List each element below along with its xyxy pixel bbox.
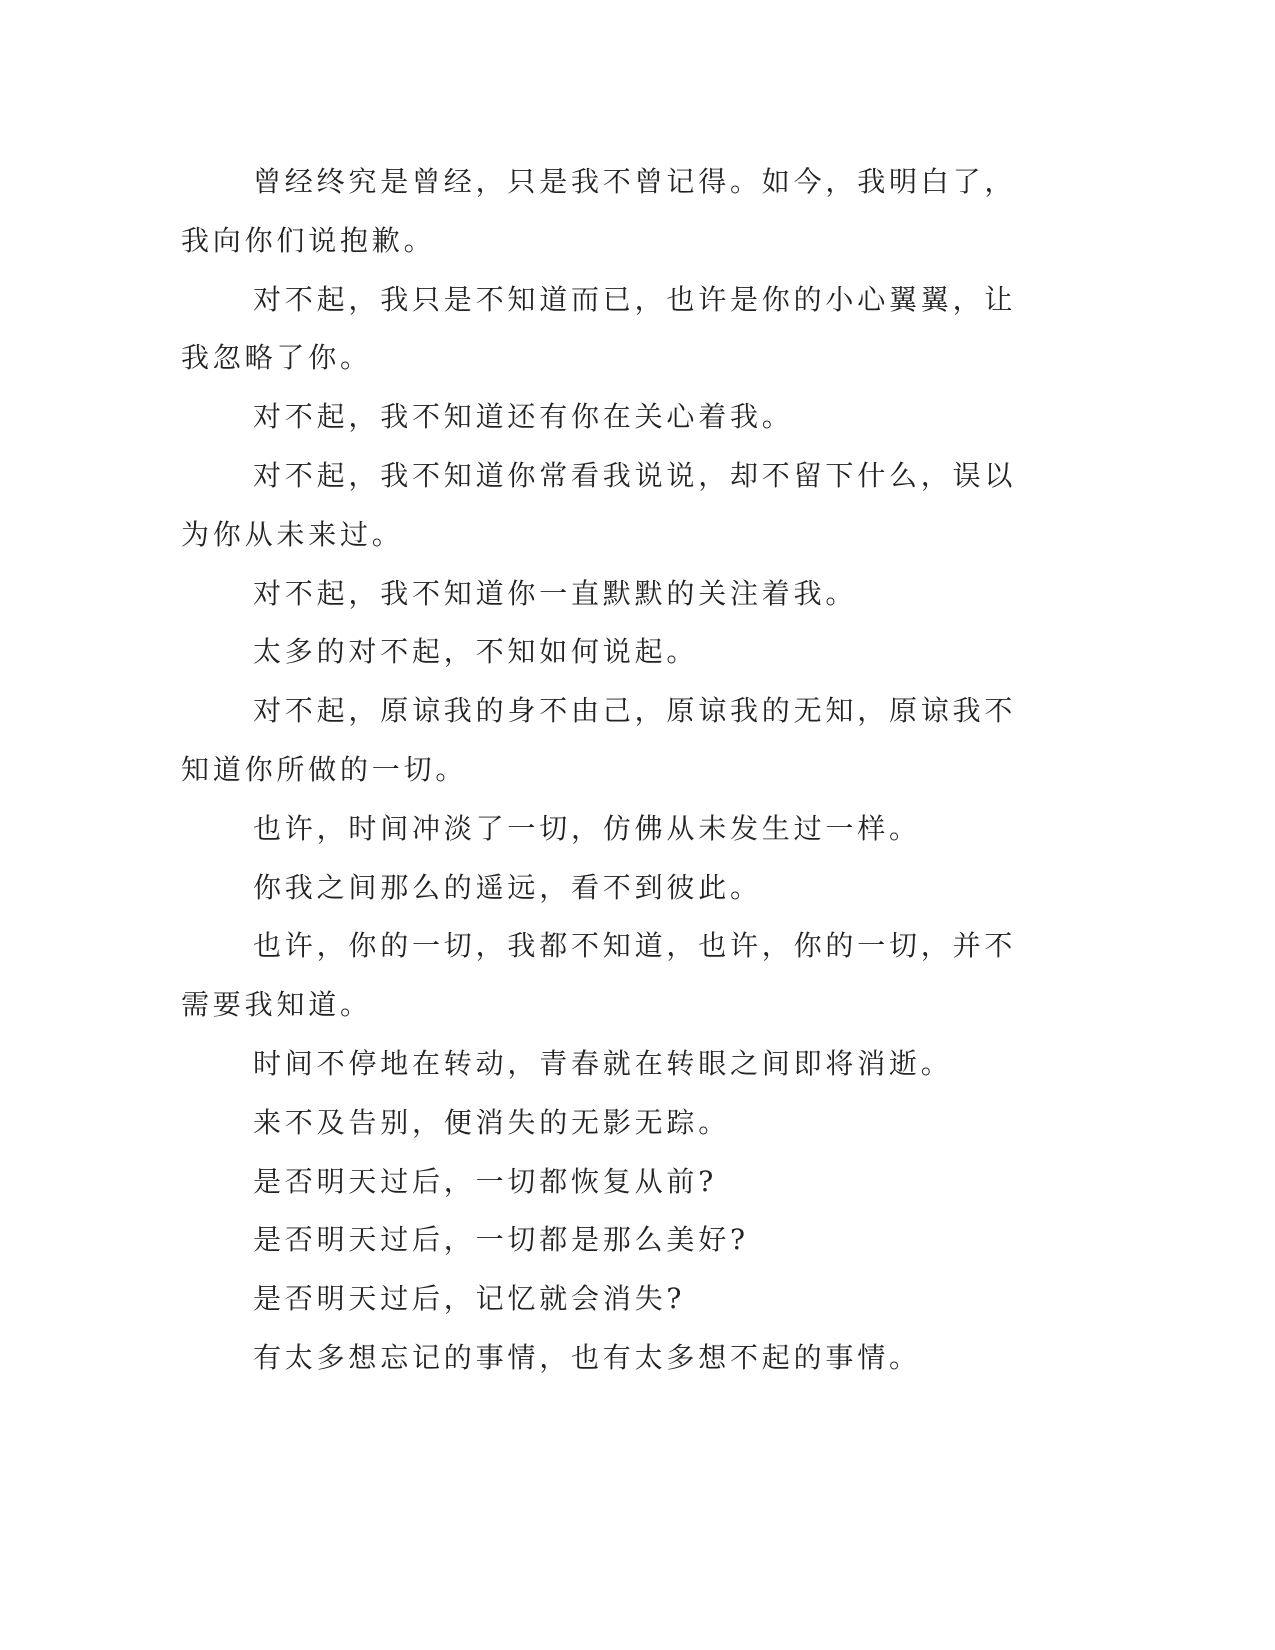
paragraph: 是否明天过后，记忆就会消失? bbox=[253, 1282, 686, 1316]
paragraph: 时间不停地在转动，青春就在转眼之间即将消逝。 bbox=[253, 1046, 953, 1080]
paragraph: 也许，时间冲淡了一切，仿佛从未发生过一样。 bbox=[253, 811, 921, 845]
paragraph: 是否明天过后，一切都恢复从前? bbox=[253, 1164, 718, 1198]
paragraph: 对不起，我只是不知道而已，也许是你的小心翼翼，让我忽略了你。 bbox=[181, 282, 1017, 375]
paragraph: 曾经终究是曾经，只是我不曾记得。如今，我明白了，我向你们说抱歉。 bbox=[181, 165, 1017, 257]
document-body bbox=[181, 153, 1033, 1388]
paragraph: 对不起，我不知道你一直默默的关注着我。 bbox=[253, 576, 858, 610]
paragraph: 对不起，我不知道还有你在关心着我。 bbox=[253, 400, 794, 434]
paragraph: 是否明天过后，一切都是那么美好? bbox=[253, 1223, 749, 1257]
paragraph: 对不起，原谅我的身不由己，原谅我的无知，原谅我不知道你所做的一切。 bbox=[181, 694, 1017, 786]
paragraph: 太多的对不起，不知如何说起。 bbox=[253, 635, 699, 669]
paragraph: 你我之间那么的遥远，看不到彼此。 bbox=[253, 870, 762, 904]
paragraph: 对不起，我不知道你常看我说说，却不留下什么，误以为你从未来过。 bbox=[181, 458, 1017, 551]
paragraph: 来不及告别，便消失的无影无踪。 bbox=[253, 1105, 731, 1139]
paragraph: 有太多想忘记的事情，也有太多想不起的事情。 bbox=[253, 1340, 921, 1374]
paragraph: 也许，你的一切，我都不知道，也许，你的一切，并不需要我知道。 bbox=[181, 929, 1017, 1022]
